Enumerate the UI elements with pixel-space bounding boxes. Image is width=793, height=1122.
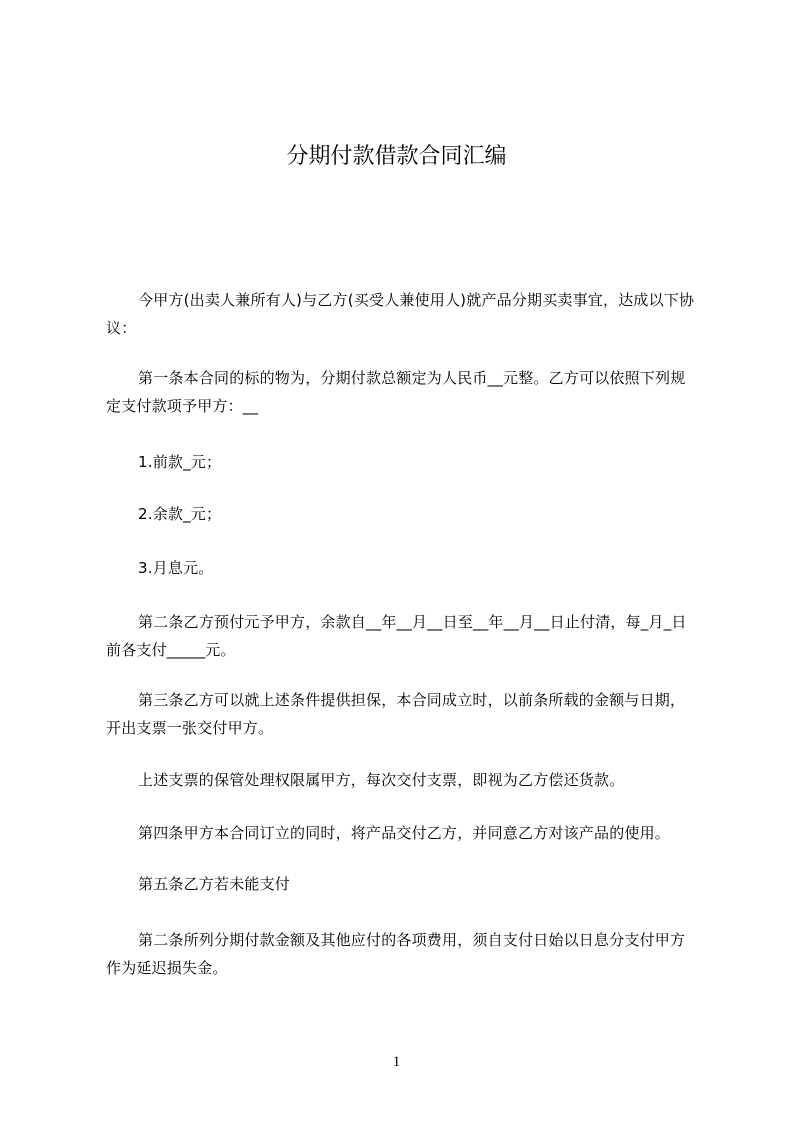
paragraph-article-3: 第三条乙方可以就上述条件提供担保，本合同成立时，以前条所载的金额与日期，开出支票一张交付甲方。 xyxy=(106,691,686,737)
paragraph-cheque: 上述支票的保管处理权限属甲方，每次交付支票，即视为乙方偿还货款。 xyxy=(138,771,625,789)
paragraph-article-1: 第一条本合同的标的物为，分期付款总额定为人民币__元整。乙方可以依照下列规定支付款项予甲方：__ xyxy=(106,369,686,415)
list-item-balance: 2.余款_元； xyxy=(138,505,222,523)
paragraph-article-4: 第四条甲方本合同订立的同时，将产品交付乙方，并同意乙方对该产品的使用。 xyxy=(138,824,671,842)
paragraph-article-5: 第五条乙方若未能支付 xyxy=(138,875,291,893)
list-item-down-payment: 1.前款_元； xyxy=(138,453,222,471)
paragraph-article-2: 第二条乙方预付元予甲方，余款自__年__月__日至__年__月__日止付清，每_月_日前各支付_____元。 xyxy=(106,613,687,659)
page-number: 1 xyxy=(392,1054,401,1070)
document-title: 分期付款借款合同汇编 xyxy=(286,144,507,169)
list-item-interest: 3.月息元。 xyxy=(138,559,214,577)
paragraph-intro: 今甲方(出卖人兼所有人)与乙方(买受人兼使用人)就产品分期买卖事宜，达成以下协议： xyxy=(106,291,695,337)
paragraph-late-penalty: 第二条所列分期付款金额及其他应付的各项费用，须自支付日始以日息分支付甲方作为延迟损失金。 xyxy=(106,931,686,977)
